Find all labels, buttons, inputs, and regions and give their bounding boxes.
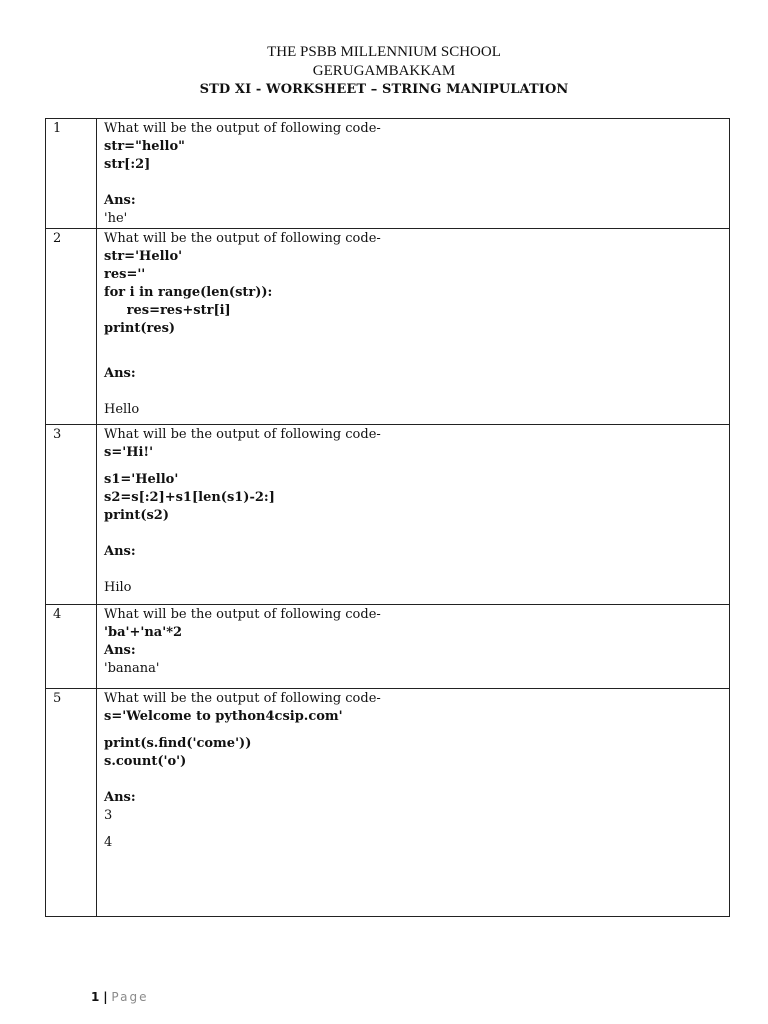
question-row <box>46 425 730 605</box>
question-row <box>46 689 730 917</box>
code-line: res='' <box>104 267 146 282</box>
question-content <box>97 229 730 425</box>
code-line: print(res) <box>104 321 176 336</box>
answer-text: Hello <box>104 402 140 417</box>
question-prompt: What will be the output of following code- <box>104 427 381 442</box>
answer-label: Ans: <box>104 643 136 658</box>
code-line: str[:2] <box>104 157 151 172</box>
page-separator: | <box>103 990 108 1004</box>
code-line: print(s2) <box>104 508 169 523</box>
question-content <box>97 605 730 689</box>
answer-text: 3 <box>104 808 113 823</box>
question-prompt: What will be the output of following code- <box>104 691 381 706</box>
school-name: THE PSBB MILLENNIUM SCHOOL <box>267 44 501 60</box>
code-line: s='Welcome to python4csip.com' <box>104 709 343 724</box>
code-line: str='Hello' <box>104 249 183 264</box>
document-header <box>0 43 768 99</box>
answer-label: Ans: <box>104 366 136 381</box>
question-prompt: What will be the output of following code- <box>104 231 381 246</box>
page-label: Page <box>111 990 149 1004</box>
school-location: GERUGAMBAKKAM <box>312 63 456 79</box>
answer-label: Ans: <box>104 193 136 208</box>
question-row <box>46 229 730 425</box>
answer-text: 'banana' <box>104 661 160 676</box>
question-number: 2 <box>53 231 62 246</box>
code-line: 'ba'+'na'*2 <box>104 625 183 640</box>
question-row <box>46 119 730 229</box>
question-content <box>97 689 730 917</box>
question-content <box>97 425 730 605</box>
code-line: str="hello" <box>104 139 185 154</box>
code-line: print(s.find('come')) <box>104 736 252 751</box>
answer-text: Hilo <box>104 580 132 595</box>
page-number: 1 <box>91 990 100 1004</box>
question-prompt: What will be the output of following code- <box>104 121 381 136</box>
answer-label: Ans: <box>104 790 136 805</box>
question-prompt: What will be the output of following code- <box>104 607 381 622</box>
worksheet-title: STD XI - WORKSHEET – STRING MANIPULATION <box>199 82 569 97</box>
answer-text: 4 <box>104 835 113 850</box>
worksheet-table <box>45 118 730 917</box>
code-line: for i in range(len(str)): <box>104 285 273 300</box>
question-number: 5 <box>53 691 62 706</box>
code-line: s1='Hello' <box>104 472 179 487</box>
question-row <box>46 605 730 689</box>
code-line: s.count('o') <box>104 754 187 769</box>
question-number: 3 <box>53 427 62 442</box>
question-number: 4 <box>53 607 62 622</box>
question-number: 1 <box>53 121 62 136</box>
code-line: s2=s[:2]+s1[len(s1)-2:] <box>104 490 275 505</box>
question-content <box>97 119 730 229</box>
code-line: res=res+str[i] <box>104 303 231 318</box>
answer-text: 'he' <box>104 211 128 226</box>
page-footer <box>91 990 148 1004</box>
answer-label: Ans: <box>104 544 136 559</box>
code-line: s='Hi!' <box>104 445 154 460</box>
